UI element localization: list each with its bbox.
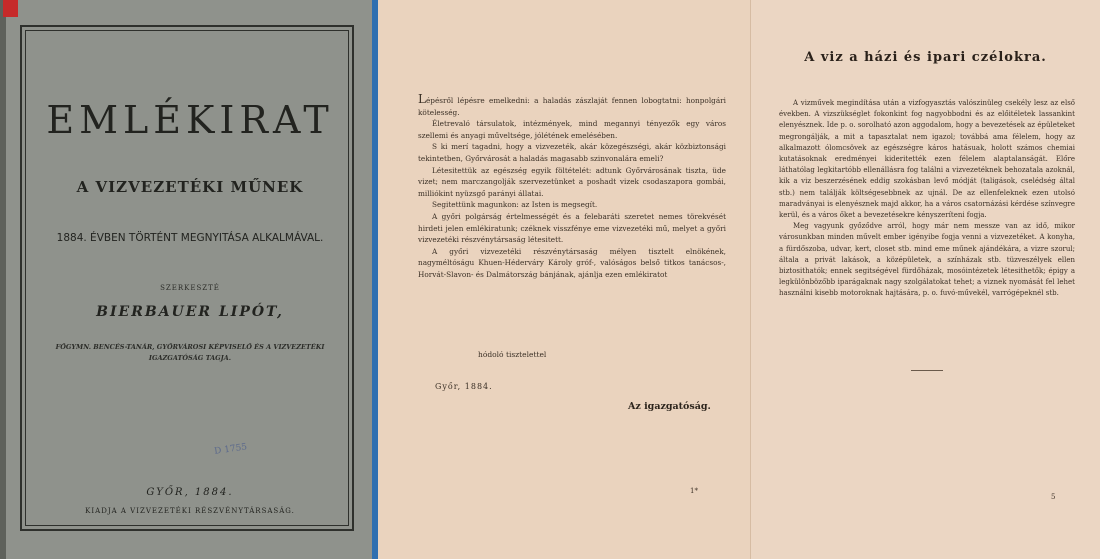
section-divider	[911, 370, 943, 371]
paragraph: A győri vizvezetéki részvénytársaság mélyen tisztelt elnökének, nagyméltóságu Khuen-Héderváry Károly gróf-, valóságos belső titkos tanácsos-, Horvát-Slavon- és Dalmátország bánjának, ajánlja ezen emlékiratot	[418, 246, 726, 279]
cover-publisher: KIADJA A VIZVEZETÉKI RÉSZVÉNYTÁRSASÁG.	[85, 507, 295, 515]
paragraph: Létesitettük az egészség egyik föltételét: adtunk Győrvárosának tiszta, üde vizet; nem marczangolják szervezetünket a poshadt vizek csodaszapora gombái, milliókint nyüzsgő parányi állatai.	[418, 165, 726, 198]
chapter-page	[750, 0, 1100, 559]
library-label	[3, 0, 18, 17]
paragraph: A vizművek megindítása után a vizfogyasztás valószinüleg csekély lesz az első években. A vizszükséglet fokonkint fog nagyobbodni és az előitéletek lassankint elenyésznek. Ide p. o. sorolható azon aggodalom, hogy a bevezetések az épületeket megrongálják, a mit a tapasztalat nem igazol; továbbá ama félelem, hogy az alkalmazott ólomcsövek az egészségre káros hatásuak, holott számos chemiai kutatásoknak eredményei kideritették ezen félelem alaptalanságát. Előre láthatólag legkitartóbb ellenállásra fog találni a vizvezetéknek behozatala azoknál, kik a viz beszerzésének eddig szokásban levő módját (taligások, cselédség által stb.) nem találják költségesebbnek az ujnál. De az ellenfeleknek ezen utolsó maradványai is elenyésznek majd akkor, ha a város csatornázási kérdése színvegre kerül, és a város őket a bevezetésekre kényszeríteni fogja.	[779, 99, 1075, 220]
dedication-text	[418, 94, 726, 281]
dedication-date: Győr, 1884.	[435, 382, 493, 391]
paragraph: A győri polgárság értelmességét és a felebaráti szeretet nemes törekvését hirdeti jelen emlékiratunk; czéknek visszfénye eme vizvezetéki mű, melyet a győri vizvezetéki részvénytársaság létesitett.	[418, 211, 726, 245]
page-number: 1*	[690, 487, 698, 495]
chapter-text	[779, 98, 1075, 300]
paragraph: Segitettünk magunkon: az Isten is megsegít.	[432, 200, 598, 210]
dedication-page	[378, 0, 750, 559]
cover-subtitle: A VIZVEZETÉKI MŰNEK	[76, 178, 304, 196]
cover-edited-by: SZERKESZTÉ	[160, 284, 220, 292]
closing-phrase: hódoló tisztelettel	[478, 350, 547, 359]
cover-occasion: 1884. ÉVBEN TÖRTÉNT MEGNYITÁSA ALKALMÁVAL.	[56, 232, 324, 244]
paragraph: Meg vagyunk győződve arról, hogy már nem messze van az idő, mikor városunkban minden művelt ember igényibe fogja venni a vizvezetéket. A konyha, a fürdőszoba, udvar, kert, closet stb. mind eme műnek ajándékára, a vizre szorul; általa a privát lakások, a középületek, a színházak stb. tüzveszélyek ellen biztosithatók; ennek segitségével fürdőházak, mosóintézetek létesithetők; épigy a legkülönbözőbb iparágaknak nagy szolgálatokat tehet; a viznek nyomását fel lehet használni kisebb motoroknak hajtására, p. o. fuvó-művekél, varrógépeknél stb.	[779, 222, 1075, 298]
cover-place-year: GYŐR, 1884.	[146, 487, 234, 498]
signature: Az igazgatóság.	[628, 401, 711, 412]
chapter-heading: A viz a házi és ipari czélokra.	[804, 50, 1047, 65]
page-number: 5	[1051, 493, 1056, 501]
library-stamp: D 1755	[213, 442, 248, 457]
cover-author-role: FŐGYMN. BENCÉS-TANÁR, GYŐRVÁROSI KÉPVISELŐ ÉS A VIZVEZETÉKI IGAZGATÓSÁG TAGJA.	[55, 343, 325, 362]
paragraph: Életrevaló társulatok, intézmények, mind megannyi tényezők egy város szellemi és anyagi műveltsége, jólétének emelésében.	[418, 119, 726, 140]
paragraph: S ki merí tagadni, hogy a vizvezeték, akár közegészségi, akár közbiztonsági tekintetben, Győrvárosát a haladás magasabb szinvonalára emeli?	[418, 142, 726, 163]
book-cover	[0, 0, 372, 559]
cover-author: BIERBAUER LIPÓT,	[96, 304, 284, 320]
cover-spine	[0, 0, 6, 559]
paragraph: Lépésről lépésre emelkedni: a haladás zászlaját fennen lobogtatni: honpolgári kötelesség.	[418, 92, 726, 117]
cover-title: EMLÉKIRAT	[46, 98, 334, 142]
